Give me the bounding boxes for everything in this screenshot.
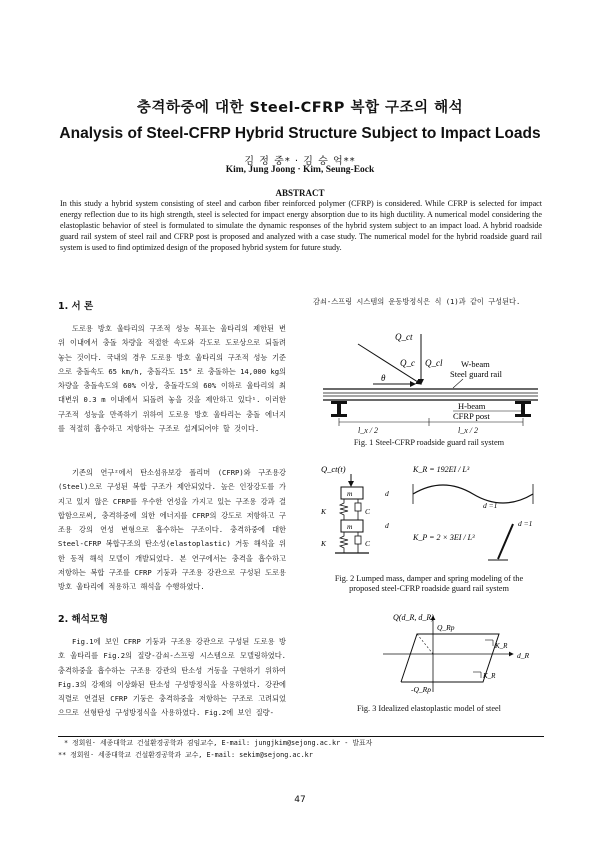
fig1-q-ct-label: Q_ct bbox=[395, 332, 413, 342]
authors-korean: 김 정 중* · 김 승 억** bbox=[244, 156, 356, 167]
fig1-wbeam-label: W-beam bbox=[461, 359, 490, 369]
figure-1-caption: Fig. 1 Steel-CFRP roadside guard rail system bbox=[353, 438, 505, 447]
page-number: 47 bbox=[294, 795, 306, 805]
fig3-minus-q-rp: -Q_Rp bbox=[411, 685, 431, 694]
fig3-d-r: d_R bbox=[517, 651, 530, 660]
footnote-divider bbox=[58, 736, 544, 737]
figure-3-caption: Fig. 3 Idealized elastoplastic model of steel bbox=[356, 704, 501, 713]
svg-text:K: K bbox=[321, 539, 327, 548]
svg-text:C: C bbox=[365, 507, 371, 516]
svg-text:m: m bbox=[347, 522, 353, 531]
fig1-theta-label: θ bbox=[381, 373, 386, 383]
fig2-kr-formula: K_R = 192EI / L³ bbox=[413, 465, 470, 474]
authors-english: Kim, Jung Joong · Kim, Seung-Eock bbox=[225, 165, 375, 175]
fig1-steel-rail-label: Steel guard rail bbox=[450, 369, 502, 379]
abstract-text: In this study a hybrid system consisting of steel and carbon fiber reinforced polymer (CFRP) is considered. While CFRP is selected for impact energy reflection due to its high strength, steel is selected for impact energy absorption due to its high ductility. A numerical model considering the elastoplastic behavior of steel is formulated to simulate the dynamic responses of the hybrid system subject to an impact load. A hybrid roadside guard rail system of steel rail and CFRP post is proposed and analyzed with a case study. The numerical model for the hybrid roadside guard rail system is used to find optimized design of the proposed hybrid system for future study. bbox=[60, 199, 542, 252]
title-korean: 충격하중에 대한 Steel-CFRP 복합 구조의 해석 bbox=[136, 100, 464, 116]
figure-3-elastoplastic bbox=[313, 610, 545, 696]
fig1-lx-left: l_x / 2 bbox=[358, 426, 378, 435]
fig2-kp-formula: K_P = 2 × 3EI / L³ bbox=[413, 533, 475, 542]
right-column-intro: 감쇠-스프링 시스템의 운동방정식은 식 (1)과 같이 구성된다. bbox=[313, 297, 521, 306]
svg-text:m: m bbox=[347, 489, 353, 498]
svg-text:d =1: d =1 bbox=[483, 501, 498, 510]
fig1-hbeam-label: H-beam bbox=[458, 401, 486, 411]
svg-text:C: C bbox=[365, 539, 371, 548]
figure-2-lumped-model bbox=[313, 454, 545, 572]
svg-text:d =1: d =1 bbox=[518, 519, 533, 528]
fig1-q-cl-label: Q_cl bbox=[425, 358, 443, 368]
section2-heading: 2. 해석모형 bbox=[58, 614, 109, 625]
fig3-q-rp: Q_Rp bbox=[437, 623, 455, 632]
footnote-1: * 정회원· 세종대학교 건설환경공학과 겸임교수, E-mail: jungjkim@sejong.ac.kr - 발표자 bbox=[64, 739, 373, 747]
svg-text:d: d bbox=[385, 489, 389, 498]
svg-text:K: K bbox=[321, 507, 327, 516]
section1-paragraph-1: 도로용 방호 울타리의 구조적 성능 목표는 울타리의 제한된 변위 이내에서 충돌 차량을 적절한 속도와 각도로 도로상으로 되돌려 놓는 것이다. 국내의 경우 도로용 방호 울타리의 구조적 성능 기준으로 충돌속도 65 km/h, 충돌각도 15° 로 충돌하는 14,000 kg의 차량을 충돌속도의 60% 이상, 충돌각도의 60% 이하로 울타리의 최대변위 0.3 m 이내에서 되돌려 놓을 것을 제안하고 있다¹. 이러한 구조적 성능을 만족하기 위하여 도로용 방호 울타리는 충돌 에너지를 적절히 흡수하고 저항하는 구조로 설계되어야 할 것이다. bbox=[58, 324, 286, 434]
figure-2-caption-line-2: proposed steel-CFRP roadside guard rail system bbox=[349, 584, 509, 593]
figure-1-guard-rail bbox=[313, 326, 545, 426]
title-english: Analysis of Steel-CFRP Hybrid Structure Subject to Impact Loads bbox=[59, 125, 541, 142]
section1-paragraph-2: 기존의 연구²에서 탄소섬유보강 폴리머 (CFRP)와 구조용강 (Steel)으로 구성된 복합 구조가 제안되었다. 높은 인장강도를 가지고 있지 않은 CFRP를 우수한 연성을 가지고 있는 구조용 강과 결합함으로써, 충격하중에 의한 에너지를 CFRP의 강도로 저항하고 구조용 강의 연성 변형으로 흡수하는 구조이다. 충격하중에 대한 Steel-CFRP 복합구조의 탄소성(elastoplastic) 거동 해석을 위한 동적 해석 모델이 개발되었다. 본 연구에서는 충격을 흡수하고 저항하는 복합 구조를 CFRP 기둥과 구조용 강관으로 구성된 도로용 방호 울타리에 적용하고 해석을 수행하였다. bbox=[58, 468, 286, 592]
fig3-k-r-lower: K_R bbox=[483, 672, 496, 680]
section2-paragraph-1: Fig.1에 보인 CFRP 기둥과 구조용 강관으로 구성된 도로용 방호 울타리를 Fig.2의 질량-감쇠-스프링 시스템으로 모델링하였다. 충격하중을 흡수하는 구조용 강관의 탄소성 거동을 구현하기 위하여 Fig.3의 강재의 이상화된 탄소성 구성방정식을 사용하였다. 강관에 직렬로 연결된 CFRP 기둥은 충격하중을 저항하는 구조로 고려되었으므로 선형탄성 구성방정식을 사용하였다. Fig.2에 보인 질량- bbox=[58, 637, 286, 718]
svg-text:d: d bbox=[385, 521, 389, 530]
abstract-heading: ABSTRACT bbox=[275, 188, 325, 198]
fig1-lx-right: l_x / 2 bbox=[458, 426, 478, 435]
fig1-cfrp-post-label: CFRP post bbox=[453, 411, 490, 421]
section1-heading: 1. 서 론 bbox=[58, 301, 94, 312]
fig3-k-r-upper: K_R bbox=[495, 642, 508, 650]
fig1-q-c-label: Q_c bbox=[400, 358, 415, 368]
fig2-load-label: Q_ct(t) bbox=[321, 464, 346, 474]
footnote-2: ** 정회원· 세종대학교 건설환경공학과 교수, E-mail: sekim@sejong.ac.kr bbox=[58, 751, 313, 759]
figure-2-caption-line-1: Fig. 2 Lumped mass, damper and spring modeling of the bbox=[334, 574, 524, 583]
fig3-q-label: Q(d_R, d_R) bbox=[393, 613, 434, 622]
